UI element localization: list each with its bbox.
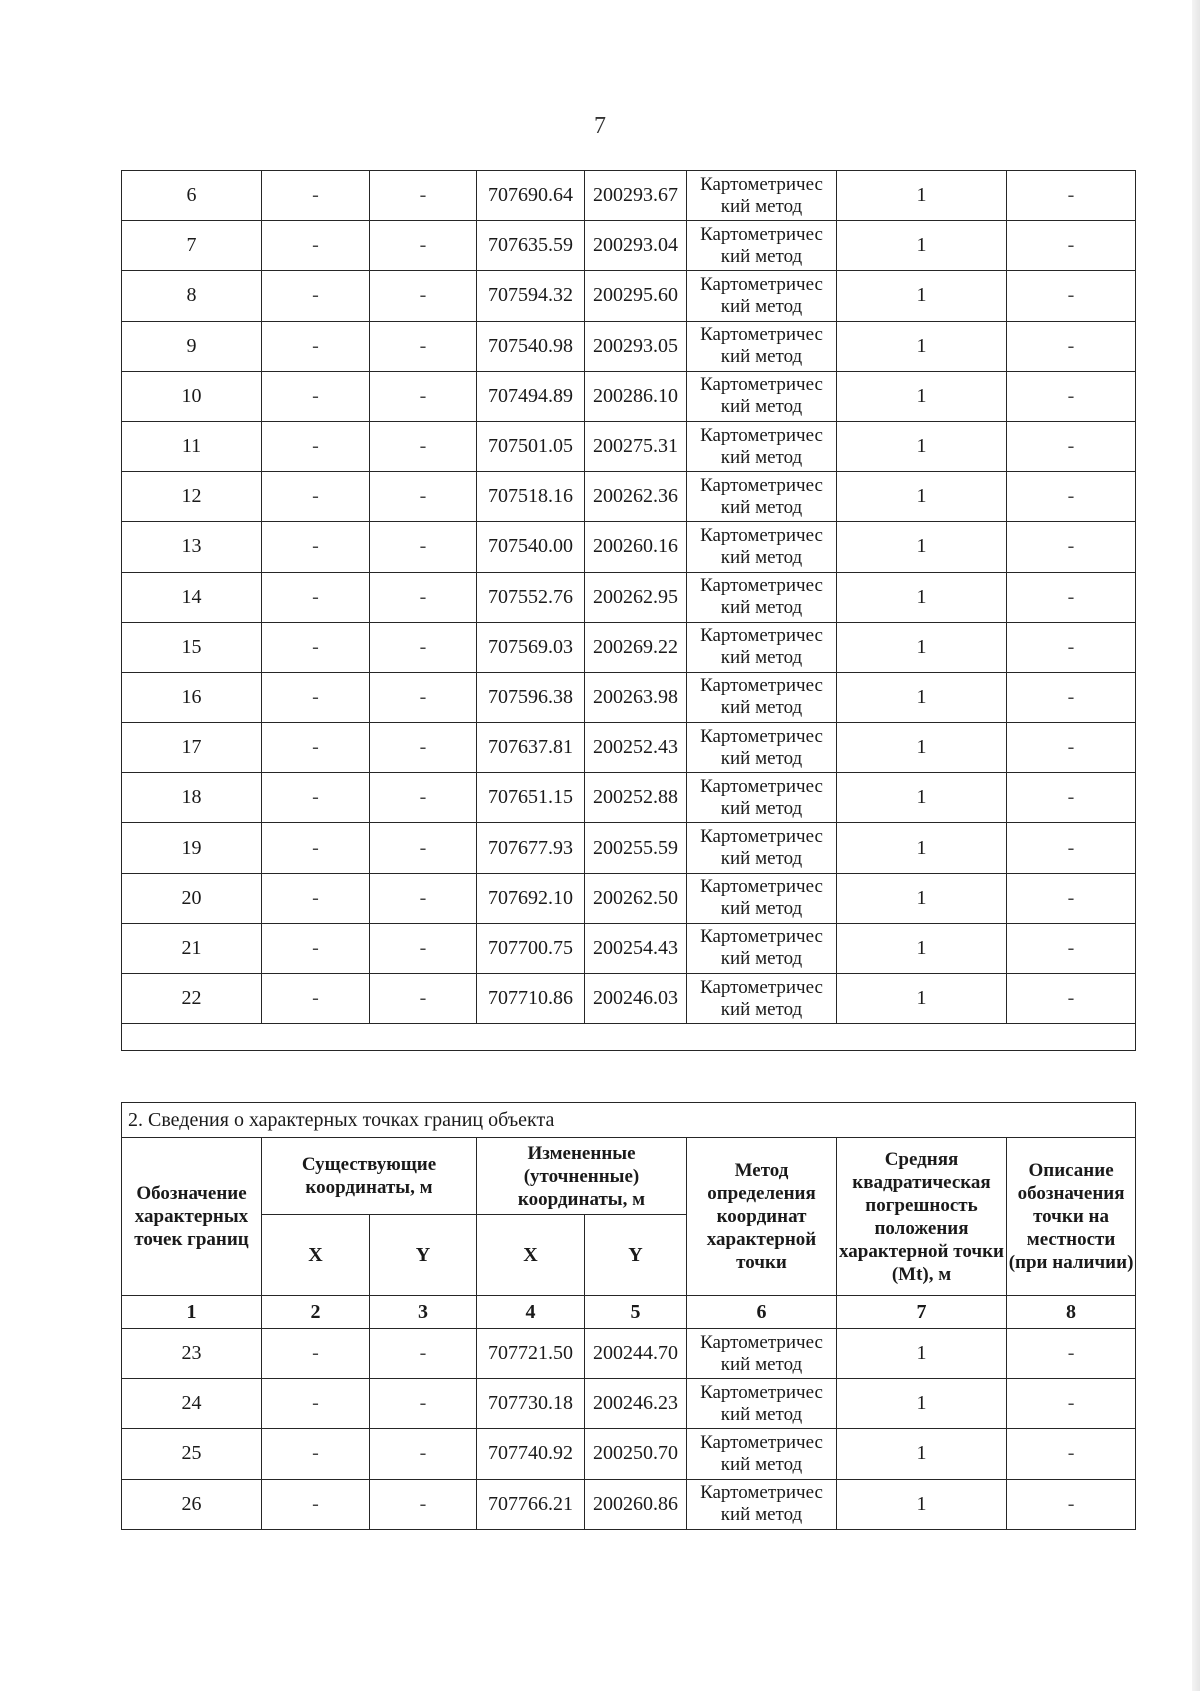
boundary-points-table-continued [121, 170, 1136, 1051]
changed-x-cell: 707637.81 [477, 723, 585, 773]
changed-y-cell: 200244.70 [585, 1329, 687, 1379]
changed-y-cell: 200293.05 [585, 321, 687, 371]
method-line-1: Картометричес [700, 524, 823, 546]
description-cell: - [1007, 421, 1136, 471]
existing-y-cell: - [370, 672, 477, 722]
method-line-1: Картометричес [700, 223, 823, 245]
method-line-1: Картометричес [700, 1381, 823, 1403]
point-cell: 19 [122, 823, 262, 873]
changed-y-cell: 200252.88 [585, 773, 687, 823]
changed-y-cell: 200260.16 [585, 522, 687, 572]
accuracy-cell: 1 [837, 1479, 1007, 1529]
description-cell: - [1007, 622, 1136, 672]
changed-y-cell: 200246.03 [585, 974, 687, 1024]
existing-x-cell: - [262, 171, 370, 221]
method-cell [687, 221, 837, 271]
page-number: 7 [594, 113, 606, 139]
column-number-row [122, 1296, 1136, 1329]
description-cell: - [1007, 974, 1136, 1024]
method-line-1: Картометричес [700, 575, 823, 597]
accuracy-cell: 1 [837, 421, 1007, 471]
changed-x-cell: 707494.89 [477, 371, 585, 421]
description-cell: - [1007, 321, 1136, 371]
method-line-2: кий метод [720, 546, 803, 568]
changed-y-cell: 200286.10 [585, 371, 687, 421]
method-line-2: кий метод [720, 496, 803, 518]
existing-x-cell: - [262, 371, 370, 421]
column-number: 5 [585, 1296, 687, 1329]
header-existing-coordinates: Существующие координаты, м [262, 1138, 477, 1215]
description-cell: - [1007, 1379, 1136, 1429]
point-cell: 21 [122, 923, 262, 973]
point-cell: 20 [122, 873, 262, 923]
point-cell: 23 [122, 1329, 262, 1379]
method-line-2: кий метод [720, 195, 803, 217]
method-cell [687, 773, 837, 823]
description-cell: - [1007, 1329, 1136, 1379]
method-line-1: Картометричес [700, 273, 823, 295]
method-line-2: кий метод [720, 948, 803, 970]
table-title-row [122, 1103, 1136, 1138]
accuracy-cell: 1 [837, 271, 1007, 321]
description-cell: - [1007, 221, 1136, 271]
table-row [122, 723, 1136, 773]
method-line-2: кий метод [720, 396, 803, 418]
changed-x-cell: 707594.32 [477, 271, 585, 321]
description-cell: - [1007, 823, 1136, 873]
table-row [122, 823, 1136, 873]
point-cell: 8 [122, 271, 262, 321]
method-line-2: кий метод [720, 1403, 803, 1425]
changed-x-cell: 707677.93 [477, 823, 585, 873]
table-row [122, 421, 1136, 471]
existing-y-cell: - [370, 823, 477, 873]
method-cell [687, 873, 837, 923]
table-title: 2. Сведения о характерных точках границ объекта [122, 1103, 1136, 1138]
method-cell [687, 572, 837, 622]
column-number: 7 [837, 1296, 1007, 1329]
method-line-1: Картометричес [700, 625, 823, 647]
existing-x-cell: - [262, 472, 370, 522]
method-line-1: Картометричес [700, 976, 823, 998]
point-cell: 14 [122, 572, 262, 622]
accuracy-cell: 1 [837, 1379, 1007, 1429]
header-point-designation: Обозначение характерных точек границ [122, 1138, 262, 1296]
method-line-1: Картометричес [700, 1482, 823, 1504]
changed-x-cell: 707740.92 [477, 1429, 585, 1479]
existing-y-cell: - [370, 1329, 477, 1379]
column-number: 6 [687, 1296, 837, 1329]
method-line-2: кий метод [720, 898, 803, 920]
table-row [122, 572, 1136, 622]
header-description: Описание обозначения точки на местности (при наличии) [1007, 1138, 1136, 1296]
existing-y-cell: - [370, 421, 477, 471]
method-cell [687, 472, 837, 522]
point-cell: 7 [122, 221, 262, 271]
accuracy-cell: 1 [837, 622, 1007, 672]
changed-x-cell: 707700.75 [477, 923, 585, 973]
boundary-points-table [121, 1102, 1136, 1530]
page-edge [1192, 0, 1200, 1691]
existing-x-cell: - [262, 723, 370, 773]
point-cell: 26 [122, 1479, 262, 1529]
description-cell: - [1007, 572, 1136, 622]
method-line-2: кий метод [720, 998, 803, 1020]
existing-x-cell: - [262, 622, 370, 672]
table-row [122, 271, 1136, 321]
column-number: 4 [477, 1296, 585, 1329]
description-cell: - [1007, 371, 1136, 421]
existing-x-cell: - [262, 873, 370, 923]
point-cell: 12 [122, 472, 262, 522]
method-cell [687, 171, 837, 221]
table-row [122, 371, 1136, 421]
point-cell: 18 [122, 773, 262, 823]
accuracy-cell: 1 [837, 221, 1007, 271]
point-cell: 6 [122, 171, 262, 221]
existing-y-cell: - [370, 1429, 477, 1479]
changed-x-cell: 707501.05 [477, 421, 585, 471]
column-number: 8 [1007, 1296, 1136, 1329]
accuracy-cell: 1 [837, 1429, 1007, 1479]
accuracy-cell: 1 [837, 171, 1007, 221]
description-cell: - [1007, 271, 1136, 321]
changed-y-cell: 200269.22 [585, 622, 687, 672]
accuracy-cell: 1 [837, 472, 1007, 522]
point-cell: 17 [122, 723, 262, 773]
method-line-1: Картометричес [700, 1431, 823, 1453]
method-cell [687, 1329, 837, 1379]
method-cell [687, 321, 837, 371]
table-row [122, 873, 1136, 923]
method-line-2: кий метод [720, 797, 803, 819]
column-number: 3 [370, 1296, 477, 1329]
table-row [122, 522, 1136, 572]
method-line-2: кий метод [720, 597, 803, 619]
changed-x-cell: 707635.59 [477, 221, 585, 271]
point-cell: 9 [122, 321, 262, 371]
changed-x-cell: 707710.86 [477, 974, 585, 1024]
point-cell: 13 [122, 522, 262, 572]
accuracy-cell: 1 [837, 321, 1007, 371]
changed-y-cell: 200293.67 [585, 171, 687, 221]
table-body [122, 171, 1136, 1024]
method-line-1: Картометричес [700, 926, 823, 948]
method-line-2: кий метод [720, 346, 803, 368]
method-line-2: кий метод [720, 1504, 803, 1526]
changed-x-cell: 707692.10 [477, 873, 585, 923]
changed-x-cell: 707690.64 [477, 171, 585, 221]
existing-x-cell: - [262, 1379, 370, 1429]
existing-y-cell: - [370, 572, 477, 622]
description-cell: - [1007, 522, 1136, 572]
existing-x-cell: - [262, 823, 370, 873]
changed-x-cell: 707540.98 [477, 321, 585, 371]
existing-y-cell: - [370, 271, 477, 321]
accuracy-cell: 1 [837, 672, 1007, 722]
method-cell [687, 1429, 837, 1479]
existing-x-cell: - [262, 974, 370, 1024]
header-changed-x: X [477, 1215, 585, 1296]
method-line-2: кий метод [720, 446, 803, 468]
table-row [122, 1379, 1136, 1429]
header-existing-y: Y [370, 1215, 477, 1296]
method-cell [687, 672, 837, 722]
method-line-1: Картометричес [700, 826, 823, 848]
changed-y-cell: 200252.43 [585, 723, 687, 773]
existing-y-cell: - [370, 221, 477, 271]
changed-x-cell: 707552.76 [477, 572, 585, 622]
changed-y-cell: 200262.36 [585, 472, 687, 522]
changed-y-cell: 200275.31 [585, 421, 687, 471]
point-cell: 16 [122, 672, 262, 722]
changed-y-cell: 200293.04 [585, 221, 687, 271]
method-line-2: кий метод [720, 1453, 803, 1475]
header-existing-x: X [262, 1215, 370, 1296]
changed-x-cell: 707596.38 [477, 672, 585, 722]
table-row [122, 923, 1136, 973]
changed-x-cell: 707518.16 [477, 472, 585, 522]
existing-y-cell: - [370, 1479, 477, 1529]
method-cell [687, 1379, 837, 1429]
existing-x-cell: - [262, 1479, 370, 1529]
method-cell [687, 421, 837, 471]
changed-y-cell: 200250.70 [585, 1429, 687, 1479]
existing-x-cell: - [262, 773, 370, 823]
method-cell [687, 823, 837, 873]
method-line-2: кий метод [720, 295, 803, 317]
table-row [122, 1479, 1136, 1529]
header-changed-coordinates: Измененные (уточненные) координаты, м [477, 1138, 687, 1215]
changed-y-cell: 200263.98 [585, 672, 687, 722]
existing-y-cell: - [370, 773, 477, 823]
header-row-1 [122, 1138, 1136, 1215]
changed-x-cell: 707651.15 [477, 773, 585, 823]
point-cell: 10 [122, 371, 262, 421]
method-line-1: Картометричес [700, 1331, 823, 1353]
existing-y-cell: - [370, 873, 477, 923]
table-row [122, 171, 1136, 221]
changed-y-cell: 200262.50 [585, 873, 687, 923]
point-cell: 24 [122, 1379, 262, 1429]
existing-y-cell: - [370, 371, 477, 421]
existing-y-cell: - [370, 472, 477, 522]
method-line-1: Картометричес [700, 675, 823, 697]
point-cell: 25 [122, 1429, 262, 1479]
column-number: 1 [122, 1296, 262, 1329]
accuracy-cell: 1 [837, 371, 1007, 421]
header-method: Метод определения координат характерной точки [687, 1138, 837, 1296]
method-line-2: кий метод [720, 848, 803, 870]
method-line-1: Картометричес [700, 424, 823, 446]
point-cell: 15 [122, 622, 262, 672]
changed-x-cell: 707569.03 [477, 622, 585, 672]
header-accuracy: Средняя квадратическая погрешность положения характерной точки (Mt), м [837, 1138, 1007, 1296]
changed-y-cell: 200260.86 [585, 1479, 687, 1529]
accuracy-cell: 1 [837, 723, 1007, 773]
existing-y-cell: - [370, 923, 477, 973]
method-line-2: кий метод [720, 697, 803, 719]
method-line-2: кий метод [720, 1353, 803, 1375]
description-cell: - [1007, 672, 1136, 722]
existing-x-cell: - [262, 271, 370, 321]
table-row [122, 974, 1136, 1024]
existing-x-cell: - [262, 672, 370, 722]
point-cell: 22 [122, 974, 262, 1024]
table-row [122, 773, 1136, 823]
description-cell: - [1007, 773, 1136, 823]
method-cell [687, 271, 837, 321]
existing-x-cell: - [262, 923, 370, 973]
method-line-1: Картометричес [700, 725, 823, 747]
existing-y-cell: - [370, 321, 477, 371]
existing-x-cell: - [262, 421, 370, 471]
changed-x-cell: 707540.00 [477, 522, 585, 572]
table-row [122, 1429, 1136, 1479]
method-line-1: Картометричес [700, 876, 823, 898]
changed-y-cell: 200246.23 [585, 1379, 687, 1429]
description-cell: - [1007, 873, 1136, 923]
existing-y-cell: - [370, 171, 477, 221]
accuracy-cell: 1 [837, 873, 1007, 923]
existing-x-cell: - [262, 572, 370, 622]
method-line-1: Картометричес [700, 474, 823, 496]
changed-x-cell: 707721.50 [477, 1329, 585, 1379]
existing-x-cell: - [262, 221, 370, 271]
existing-x-cell: - [262, 1329, 370, 1379]
empty-cell [122, 1024, 1136, 1051]
method-line-2: кий метод [720, 245, 803, 267]
method-cell [687, 622, 837, 672]
existing-y-cell: - [370, 1379, 477, 1429]
description-cell: - [1007, 472, 1136, 522]
existing-y-cell: - [370, 622, 477, 672]
method-line-2: кий метод [720, 747, 803, 769]
existing-y-cell: - [370, 723, 477, 773]
table-row [122, 221, 1136, 271]
table-body [122, 1329, 1136, 1530]
existing-y-cell: - [370, 522, 477, 572]
changed-y-cell: 200254.43 [585, 923, 687, 973]
changed-y-cell: 200262.95 [585, 572, 687, 622]
accuracy-cell: 1 [837, 572, 1007, 622]
description-cell: - [1007, 923, 1136, 973]
accuracy-cell: 1 [837, 823, 1007, 873]
method-cell [687, 371, 837, 421]
method-line-1: Картометричес [700, 324, 823, 346]
existing-y-cell: - [370, 974, 477, 1024]
method-line-1: Картометричес [700, 374, 823, 396]
method-line-1: Картометричес [700, 173, 823, 195]
point-cell: 11 [122, 421, 262, 471]
table-row [122, 321, 1136, 371]
accuracy-cell: 1 [837, 773, 1007, 823]
changed-x-cell: 707766.21 [477, 1479, 585, 1529]
description-cell: - [1007, 1429, 1136, 1479]
description-cell: - [1007, 723, 1136, 773]
method-cell [687, 522, 837, 572]
table-row [122, 672, 1136, 722]
accuracy-cell: 1 [837, 923, 1007, 973]
method-cell [687, 1479, 837, 1529]
header-changed-y: Y [585, 1215, 687, 1296]
accuracy-cell: 1 [837, 1329, 1007, 1379]
accuracy-cell: 1 [837, 522, 1007, 572]
table-row [122, 622, 1136, 672]
column-number: 2 [262, 1296, 370, 1329]
changed-y-cell: 200295.60 [585, 271, 687, 321]
table-footer-row [122, 1024, 1136, 1051]
existing-x-cell: - [262, 1429, 370, 1479]
method-cell [687, 923, 837, 973]
method-cell [687, 723, 837, 773]
method-line-2: кий метод [720, 647, 803, 669]
table-row [122, 472, 1136, 522]
existing-x-cell: - [262, 522, 370, 572]
method-cell [687, 974, 837, 1024]
method-line-1: Картометричес [700, 775, 823, 797]
changed-y-cell: 200255.59 [585, 823, 687, 873]
description-cell: - [1007, 1479, 1136, 1529]
table-row [122, 1329, 1136, 1379]
accuracy-cell: 1 [837, 974, 1007, 1024]
existing-x-cell: - [262, 321, 370, 371]
description-cell: - [1007, 171, 1136, 221]
changed-x-cell: 707730.18 [477, 1379, 585, 1429]
